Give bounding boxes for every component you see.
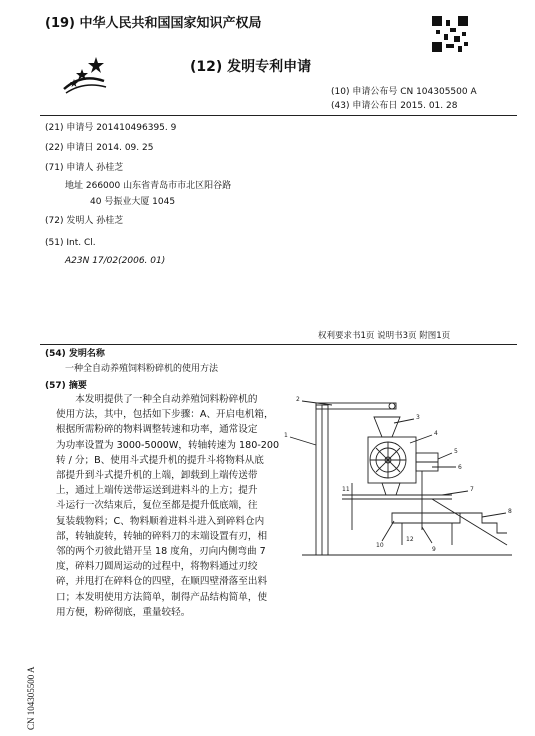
- figure-label: 6: [458, 464, 462, 471]
- abstract-line: 复装载物料；C、物料顺着进料斗进入到碎料仓内: [56, 515, 265, 527]
- abstract-line: 度，碎料刀圆周运动的过程中，将物料通过刃绞: [56, 561, 258, 573]
- figure-label: 4: [434, 430, 438, 437]
- side-publication-label: CN 104305500 A: [26, 666, 36, 730]
- invention-title: 一种全自动养殖饲料粉碎机的使用方法: [65, 364, 219, 374]
- qr-code-icon: [432, 16, 468, 52]
- abstract-body: [56, 392, 281, 620]
- abstract-line: 转 / 分；B、使用斗式提升机的提升斗将物料从底: [56, 454, 264, 466]
- int-cl-label: (51) Int. Cl.: [45, 238, 96, 248]
- abstract-line: 根据所需粉碎的物料调整转速和功率，通常设定: [56, 424, 258, 436]
- figure-label: 12: [406, 536, 414, 543]
- figure-label: 5: [454, 448, 458, 455]
- figure-label: 9: [432, 546, 436, 553]
- abstract-line: 为功率设置为 3000-5000W，转轴转速为 180-200: [56, 439, 280, 451]
- figure-label: 7: [470, 486, 474, 493]
- title-label: (54) 发明名称: [45, 349, 105, 359]
- abstract-line: 邻的两个刃彼此错开呈 18 度角，刃向内侧弯曲 7: [56, 546, 266, 558]
- address-line-1: 地址 266000 山东省青岛市市北区阳谷路: [65, 181, 232, 191]
- figure-label: 8: [508, 508, 512, 515]
- abstract-line: 碎，并甩打在碎料仓的四壁，在顺四壁滑落至出料: [56, 576, 268, 588]
- abstract-line: 用方便，粉碎彻底，重量较轻。: [56, 606, 191, 618]
- int-cl-value: A23N 17/02(2006. 01): [65, 256, 166, 266]
- application-date: (22) 申请日 2014. 09. 25: [45, 143, 154, 153]
- figure-label: 3: [416, 414, 420, 421]
- section-divider: [40, 344, 517, 345]
- header-divider: [40, 115, 517, 116]
- abstract-line: 本发明提供了一种全自动养殖饲料粉碎机的: [75, 394, 258, 405]
- emblem-logo-icon: [60, 55, 108, 95]
- abstract-line: 使用方法，其中，包括如下步骤：A、开启电机箱，: [56, 409, 274, 421]
- figure-label: 10: [376, 542, 384, 549]
- applicant: (71) 申请人 孙桂芝: [45, 163, 124, 173]
- abstract-line: 口；本发明使用方法简单，制得产品结构简单，使: [56, 591, 268, 603]
- page-counts: 权利要求书1页 说明书3页 附图1页: [318, 331, 451, 341]
- machine-figure: [282, 395, 517, 565]
- abstract-line: 部，转轴旋转，转轴的碎料刀的末端设置有刃，相: [56, 530, 268, 542]
- abstract-line: 斗运行一次结束后，复位至都是提升低底端，往: [56, 500, 258, 512]
- side-publication-label-wrapper: [26, 650, 38, 730]
- figure-label: 11: [342, 486, 350, 493]
- figure-label: 1: [284, 432, 288, 439]
- publication-number: (10) 申请公布号 CN 104305500 A: [331, 87, 477, 97]
- abstract-label: (57) 摘要: [45, 381, 87, 391]
- abstract-line: 部提升到斗式提升机的上端，卸载到上端传送带: [56, 470, 258, 482]
- publication-date: (43) 申请公布日 2015. 01. 28: [331, 101, 458, 111]
- application-number: (21) 申请号 201410496395. 9: [45, 123, 177, 133]
- document-type: (12) 发明专利申请: [190, 59, 312, 75]
- figure-label: 2: [296, 396, 300, 403]
- inventor: (72) 发明人 孙桂芝: [45, 216, 124, 226]
- address-line-2: 40 号振业大厦 1045: [90, 197, 176, 207]
- abstract-line: 上，通过上端传送带运送到进料斗的上方；提升: [56, 485, 258, 497]
- office-name: (19) 中华人民共和国国家知识产权局: [45, 16, 262, 31]
